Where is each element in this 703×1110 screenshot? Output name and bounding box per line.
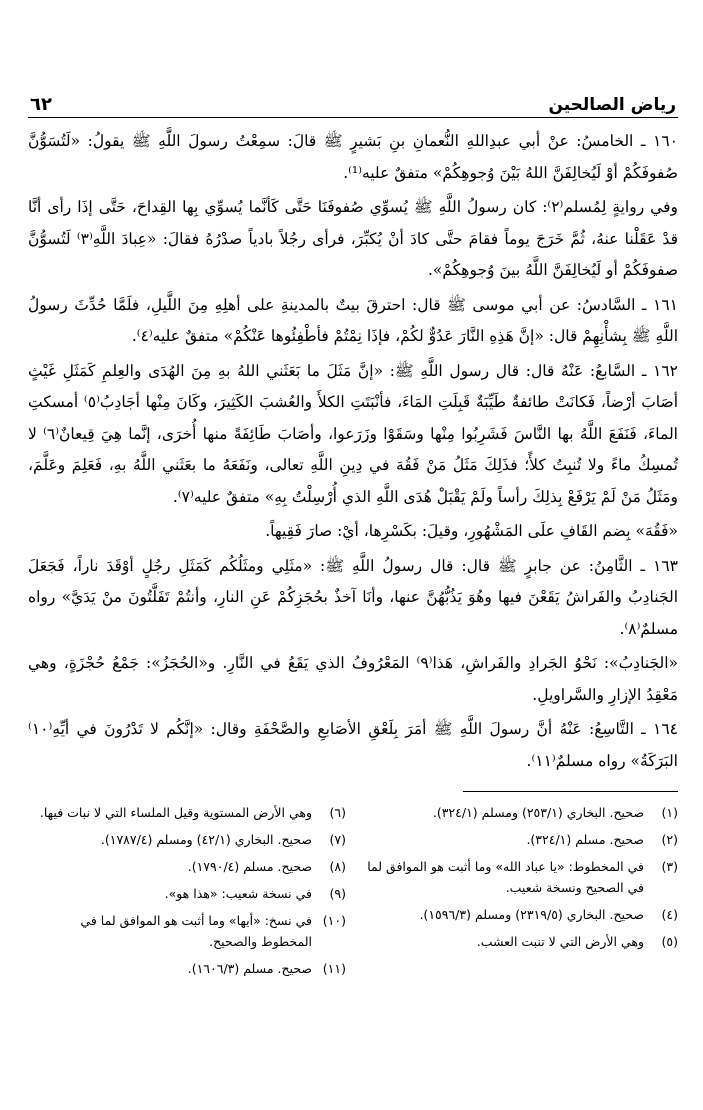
hadith-162-explanation: «فَقُهَ» بِضم القَافِ علَى المَشْهُورِ، وقيلَ: بكَسْرِها، أيْ: صارَ فَقِيهاً. — [265, 522, 678, 540]
footnotes-left-column — [28, 802, 346, 985]
footnote-number: (١١) — [322, 961, 346, 976]
footnote-number: (٣) — [661, 859, 678, 874]
footnote-text: صحيح. البخاري (٢٣١٩/٥) ومسلم (١٥٩٦/٣). — [419, 907, 644, 922]
footnote — [360, 829, 678, 850]
footnote-text: في نسخ: «أيها» وما أثبت هو الموافق لما في المخطوط والصحيح. — [80, 913, 312, 949]
footnote-number: (٨) — [329, 859, 346, 874]
page-header — [28, 88, 678, 118]
footnote-text: صحيح. البخاري (٤٢/١) ومسلم (١٧٨٧/٤). — [100, 832, 312, 847]
footnote-number: (٢) — [661, 832, 678, 847]
main-text — [28, 126, 678, 777]
hadith-163: ١٦٣ ـ الثَّامِنُ: عن جابرٍ ﷺ قال: قال رسولُ اللَّهِ ﷺ: «مثَلِي ومثَلُكُم كَمَثَلِ رجُلٍ أوْقَدَ ناراً، فَجَعَلَ الجَنادِبُ والفَراشُ يَقَعْنَ فيها وهُوَ يَذُبُّهُنَّ عنها، وأنَا آخذٌ بحُجَزِكُمْ عَنِ النارِ، وأنتُمْ تَفَلَّتُونَ منْ يَدَيَّ» رواه مسلمٌ⁽٨⁾. — [28, 556, 678, 638]
hadith-160: ١٦٠ ـ الخامسُ: عنْ أبي عبدِاللهِ النُّعمانِ بنِ بَشيرٍ ﷺ قالَ: سمِعْتُ رسولَ اللَّهِ ﷺ يقولُ: «لَتُسَوُّنَّ صُفوفَكُمْ أوْ لَيُخالِفَنَّ اللهُ بَيْنَ وُجوهِكُمْ» متفقٌ عليه⁽¹⁾. — [28, 132, 678, 182]
footnote-number: (٧) — [329, 832, 346, 847]
footnote-number: (٥) — [661, 934, 678, 949]
footnote-text: في نسخة شعيب: «هذا هو». — [164, 886, 312, 901]
footnote — [28, 883, 346, 904]
footnote — [28, 856, 346, 877]
footnotes — [28, 802, 678, 985]
hadith-163-explanation: «الجَنادِبُ»: نَحْوُ الجَرادِ والفَراشِ، هَذا⁽٩⁾ المَعْرُوفُ الذي يَقَعُ في النَّارِ. و«الحُجَزُ»: جَمْعُ حُجْزَةٍ، وهي مَعْقِدُ الإزارِ والسَّراويلِ. — [28, 654, 678, 704]
hadith-162: ١٦٢ ـ السَّابعُ: عَنْهُ قال: قال رسول اللَّهِ ﷺ: «إنَّ مَثَلَ ما بَعَثَني اللهُ بهِ مِنَ الهُدَى والعِلمِ كَمَثَلِ غَيْثٍ أصَابَ أرْضاً، فَكانَتْ طائفةٌ طَيِّبَةٌ قَبِلَتِ المَاءَ، فأنْبَتَتِ الكلأَ والعُشبَ الكَثِيرَ، وكَانَ مِنْها أجَادِبُ⁽٥⁾ أمسكتِ الماءَ، فَنَفَعَ اللَّهُ بها النَّاسَ فَشَرِبُوا مِنْها وسَقَوْا وزَرَعوا، وأصَابَ طَائِفَةً منها أُخرَى، إنَّما هِيَ قِيعانٌ⁽٦⁾ لا تُمسِكُ ماءً ولا تُنبِتُ كلأً؛ فذَلِكَ مَثَلُ مَنْ فَقُهَ في دِينِ اللَّهِ تعالى، ونَفَعَهُ ما بعَثَني اللَّهُ بهِ، فَعَلِمَ وعَلَّمَ، ومَثَلُ مَنْ لَمْ يَرْفَعْ بِذلِكَ رأساً ولَمْ يَقْبَلْ هُدَى اللَّهِ الذي أُرْسِلْتُ بِهِ» متفقٌ عليه⁽٧⁾. — [28, 361, 679, 506]
footnote-separator — [463, 791, 678, 792]
hadith-161: ١٦١ ـ السَّادسُ: عن أبي موسى ﷺ قال: احترقَ بيتٌ بالمدينةِ على أهلِهِ مِنَ اللَّيلِ، فلَمَّا حُدِّثَ رسولُ اللَّهِ ﷺ بِشأْنِهِمْ قال: «إنَّ هَذِهِ النَّارَ عَدُوٌّ لكُمْ، فإذَا نِمْتُمْ فأطْفِئُوها عَنْكُمْ» متفقٌ عليه⁽٤⁾. — [28, 295, 678, 345]
footnote-text: صحيح. مسلم (١٦٠٦/٣). — [187, 961, 312, 976]
footnote-number: (٩) — [329, 886, 346, 901]
footnote-text: في المخطوط: «يا عباد الله» وما أثبت هو الموافق لما في الصحيح ونسخة شعيب. — [367, 859, 644, 895]
footnote — [360, 802, 678, 823]
hadith-160-muslim-narration: وفي روايةٍ لِمُسلم⁽٢⁾: كان رسولُ اللَّهِ ﷺ يُسوِّي صُفوفَنَا حَتَّى كَأنَّما يُسوِّي بِها القِداحَ، حَتَّى إذَا رأى أنَّا قدْ عَقَلْنا عنهُ، ثُمَّ خَرَجَ يوماً فقامَ حتَّى كادَ أنْ يُكبِّرَ، فرأى رجُلاً بادياً صدْرُهُ فقالَ: «عِبادَ اللَّهِ⁽٣⁾ لَتُسوُّنَّ صفوفَكُمْ أو لَيُخالِفَنَّ اللَّهُ بينَ وُجوهِكُمْ». — [28, 198, 678, 279]
footnote-text: صحيح. مسلم (٣٢٤/١). — [526, 832, 644, 847]
footnotes-right-column — [360, 802, 678, 985]
page-number: ٦٢ — [30, 94, 52, 115]
book-title: رياض الصالحين — [548, 95, 676, 115]
footnote-number: (٦) — [329, 805, 346, 820]
hadith-164: ١٦٤ ـ التَّاسِعُ: عَنْهُ أنَّ رسولَ اللَّهِ ﷺ أمَرَ بِلَعْقِ الأصَابعِ والصَّحْفَةِ وقال: «إنَّكُم لا تَدْرُونَ في أيِّهِ⁽١٠⁾ البَرَكَةُ» رواه مسلمٌ⁽١١⁾. — [28, 720, 678, 770]
book-page — [28, 88, 678, 1088]
footnote — [360, 931, 678, 952]
footnote-number: (٤) — [661, 907, 678, 922]
footnote-text: صحيح. البخاري (٢٥٣/١) ومسلم (٣٢٤/١). — [432, 805, 644, 820]
footnote — [28, 802, 346, 823]
footnote — [360, 904, 678, 925]
footnote-text: وهي الأرض المستوية وقيل الملساء التي لا نبات فيها. — [39, 805, 312, 820]
footnote — [28, 958, 346, 979]
footnote-number: (١٠) — [322, 913, 346, 928]
footnote-text: صحيح. مسلم (١٧٩٠/٤). — [187, 859, 312, 874]
footnote-text: وهي الأرض التي لا تنبت العشب. — [476, 934, 644, 949]
footnote-number: (١) — [661, 805, 678, 820]
footnote — [360, 856, 678, 898]
footnote — [28, 910, 346, 952]
footnote — [28, 829, 346, 850]
